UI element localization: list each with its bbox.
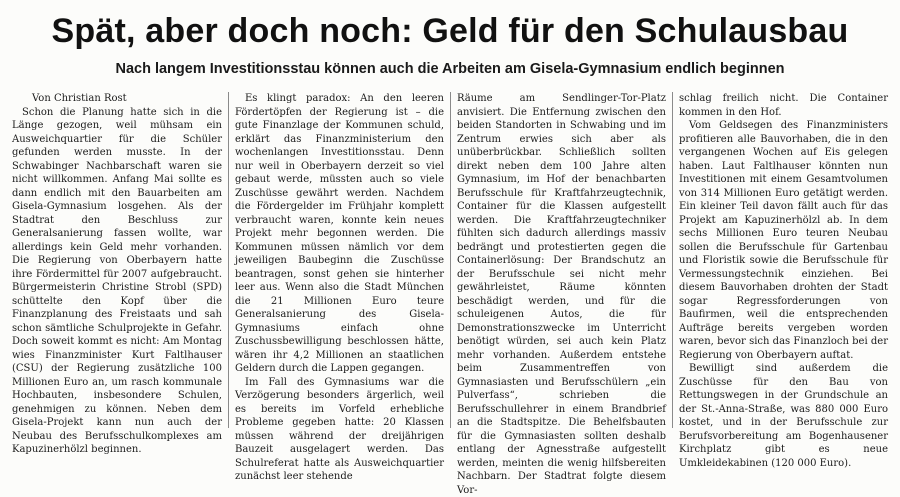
paragraph: schlag freilich nicht. Die Container kommen in den Hof. [679,93,888,118]
paragraph: Es klingt paradox: An den leeren Fördertöpfen der Regierung ist – die gute Finanzlage der Kommunen schuld, erklärt das Finanzministerium den wochenlangen Investitionsstau. Denn nur weil in Oberbayern derzeit so viel gebaut werde, müssten auch so viele Zuschüsse gewährt werden. Nachdem die Fördergelder im Frühjahr komplett verbraucht waren, konnte kein neues Projekt mehr begonnen werden. Die Kommunen müssen nämlich vor dem jeweiligen Baubeginn die Zuschüsse beantragen, sonst gehen sie hinterher leer aus. Wenn also die Stadt München die 21 Millionen Euro teure Generalsanierung des Gisela-Gymnasiums einfach ohne Zuschussbewilligung beschlossen hätte, wären ihr 4,2 Millionen an staatlichen Geldern durch die Lappen gegangen. [235,93,444,374]
paragraph: Vom Geldsegen des Finanzministers profitieren alle Bauvorhaben, die in den vergangenen Wochen auf Eis gelegen haben. Laut Faltlhauser könnten nun Investitionen mit einem Gesamtvolumen von 314 Millionen Euro getätigt werden. Ein kleiner Teil davon fällt auch für das Projekt am Kapuzinerhölzl ab. In dem sechs Millionen Euro teuren Neubau sollen die Berufsschule für Gartenbau und Floristik sowie die Berufsschule für Vermessungstechnik einziehen. Bei diesem Bauvorhaben drohten der Stadt sogar Regressforderungen von Baufirmen, weil die entsprechenden Aufträge bereits vergeben worden waren, bevor sich das Finanzloch bei der Regierung von Oberbayern auftat. [679,120,888,361]
text-column-2 [228,92,450,482]
paragraph: Bewilligt sind außerdem die Zuschüsse für den Bau von Rettungswegen in der Grundschule an der St.-Anna-Straße, was 880 000 Euro kostet, und in der Berufsschule zur Berufsvorbereitung am Bogenhausener Kirchplatz gibt es neue Umkleidekabinen (120 000 Euro). [679,363,888,469]
text-column-1 [6,92,228,455]
text-column-4 [672,92,894,469]
byline: Von Christian Rost [32,93,127,104]
paragraph: Schon die Planung hatte sich in die Länge gezogen, weil mühsam ein Ausweichquartier für die Schüler gefunden werden musste. In der Schwabinger Nachbarschaft waren sie nicht willkommen. Anfang Mai sollte es dann endlich mit den Bauarbeiten am Gisela-Gymnasium losgehen. Als der Stadtrat den Beschluss zur Generalsanierung fassen wollte, war allerdings kein Geld mehr vorhanden. Die Regierung von Oberbayern hatte ihre Fördermittel für 2007 aufgebraucht. Bürgermeisterin Christine Strobl (SPD) schüttelte den Kopf über die Finanzplanung des Freistaats und sah schon sämtliche Schulprojekte in Gefahr. Doch soweit kommt es nicht: Am Montag wies Finanzminister Kurt Faltlhauser (CSU) der Regierung zusätzliche 100 Millionen Euro an, um rasch kommunale Hochbauten, insbesondere Schulen, genehmigen zu können. Neben dem Gisela-Projekt kann nun auch der Neubau des Berufsschulkomplexes am Kapuzinerhölzl beginnen. [12,106,222,455]
text-column-3 [450,92,672,496]
paragraph: Räume am Sendlinger-Tor-Platz anvisiert. Die Entfernung zwischen den beiden Standorten in Schwabing und im Zentrum erwies sich aber als unüberbrückbar. Schließlich sollten direkt neben dem 100 Jahre alten Gymnasium, im Hof der benachbarten Berufsschule für Kraftfahrzeugtechnik, Container für die Klassen aufgestellt werden. Die Kraftfahrzeugtechniker fühlten sich dadurch allerdings massiv bedrängt und protestierten gegen die Containerlösung: Der Brandschutz an der Berufsschule sei nicht mehr gewährleistet, Räume könnten beschädigt werden, und für die schuleigenen Autos, die für Demonstrationszwecke im Unterricht benötigt würden, sei auch kein Platz mehr vorhanden. Außerdem entstehe beim Zusammentreffen von Gymnasiasten und Berufsschülern „ein Pulverfass“, schrieben die Berufsschullehrer in einem Brandbrief an die Stadtspitze. Die Behelfsbauten für die Gymnasiasten sollten deshalb entlang der Agnesstraße aufgestellt werden, meinten die wenig hilfsbereiten Nachbarn. Der Stadtrat folgte diesem Vor- [457,93,666,496]
article-body [6,92,894,496]
subheadline: Nach langem Investitionsstau können auch die Arbeiten am Gisela-Gymnasium endlich beginnen [115,61,785,77]
headline: Spät, aber doch noch: Geld für den Schulausbau [51,12,849,50]
paragraph: Im Fall des Gymnasiums war die Verzögerung besonders ärgerlich, weil es bereits im Vorfeld erhebliche Probleme gegeben hatte: 20 Klassen müssen während der dreijährigen Bauzeit ausgelagert werden. Das Schulreferat hatte als Ausweichquartier zunächst leer stehende [235,376,444,482]
